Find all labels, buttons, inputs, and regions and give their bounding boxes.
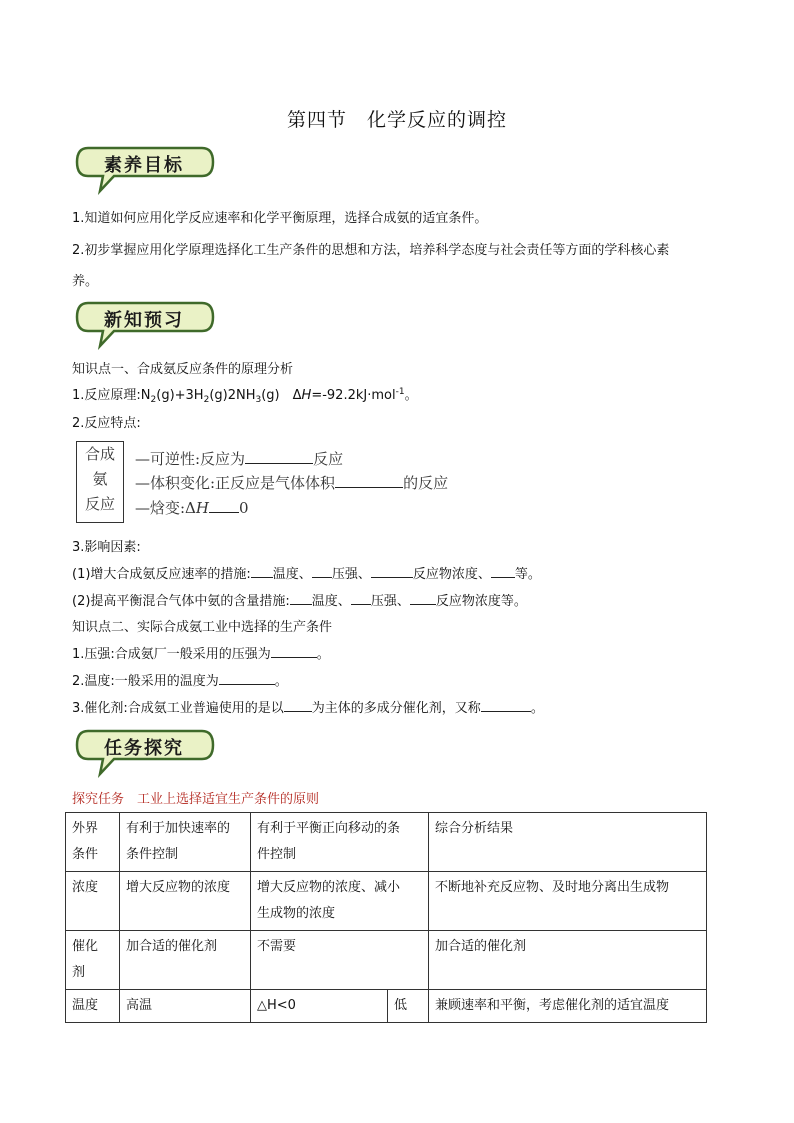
feature-volume-change: —体积变化:正反应是气体体积 的反应 — [135, 474, 449, 492]
condition-pressure: 1.压强:合成氨厂一般采用的压强为 。 — [72, 647, 330, 662]
answer-blank[interactable] — [335, 475, 403, 488]
condition-temperature: 2.温度:一般采用的温度为 。 — [72, 674, 288, 689]
answer-blank[interactable] — [351, 592, 371, 605]
table-header-row — [66, 813, 707, 872]
table-cell: △H<0 — [251, 990, 388, 1023]
table-cell: 高温 — [120, 990, 251, 1023]
table-row — [66, 872, 707, 931]
feature-enthalpy: —焓变:ΔH 0 — [135, 499, 249, 517]
answer-blank[interactable] — [219, 672, 275, 685]
goal-line-3: 养。 — [72, 274, 99, 289]
factors-heading: 3.影响因素: — [72, 540, 141, 555]
table-cell: 催化 剂 — [66, 931, 120, 990]
table-header-cell: 综合分析结果 — [429, 813, 707, 872]
features-heading: 2.反应特点: — [72, 416, 141, 431]
table-cell: 不断地补充反应物、及时地分离出生成物 — [429, 872, 707, 931]
table-cell: 兼顾速率和平衡，考虑催化剂的适宜温度 — [429, 990, 707, 1023]
answer-blank[interactable] — [491, 565, 515, 578]
answer-blank[interactable] — [371, 565, 413, 578]
table-cell: 增大反应物的浓度、减小 生成物的浓度 — [251, 872, 429, 931]
section-badge-explore — [74, 728, 216, 778]
feature-reversibility: —可逆性:反应为 反应 — [135, 450, 344, 468]
condition-catalyst: 3.催化剂:合成氨工业普遍使用的是以 为主体的多成分催化剂，又称 。 — [72, 701, 544, 716]
page-title: 第四节 化学反应的调控 — [286, 109, 507, 131]
answer-blank[interactable] — [284, 699, 312, 712]
goal-line-1: 1.知道如何应用化学反应速率和化学平衡原理，选择合成氨的适宜条件。 — [72, 211, 488, 226]
table-cell: 加合适的催化剂 — [120, 931, 251, 990]
table-cell: 增大反应物的浓度 — [120, 872, 251, 931]
table-cell: 低 — [388, 990, 429, 1023]
section-badge-label: 素养目标 — [104, 155, 184, 176]
section-badge-label: 新知预习 — [104, 310, 184, 331]
conditions-table — [65, 812, 707, 1023]
answer-blank[interactable] — [209, 500, 239, 513]
box-line: 氨 — [92, 470, 108, 488]
task-title: 探究任务 工业上选择适宜生产条件的原则 — [72, 792, 320, 807]
section-badge-label: 任务探究 — [104, 738, 184, 759]
table-cell: 不需要 — [251, 931, 429, 990]
section-badge-goals — [74, 145, 216, 195]
section-badge-preview — [74, 300, 216, 350]
reaction-principle: 1.反应原理$:N_2(g)+3H_2(g)2NH_3(g)$ ΔH=-92.2kJ·mol$^{-1}$。 — [72, 387, 418, 405]
table-cell: 加合适的催化剂 — [429, 931, 707, 990]
table-cell: 浓度 — [66, 872, 120, 931]
answer-blank[interactable] — [245, 451, 313, 464]
factor-rate-measures: (1)增大合成氨反应速率的措施: 温度、 压强、 反应物浓度、 等。 — [72, 567, 541, 582]
answer-blank[interactable] — [251, 565, 273, 578]
table-header-cell: 外界 条件 — [66, 813, 120, 872]
answer-blank[interactable] — [410, 592, 436, 605]
knowledge-1-heading: 知识点一、合成氨反应条件的原理分析 — [72, 362, 294, 377]
reaction-box — [76, 441, 124, 523]
box-line: 合成 — [84, 445, 115, 463]
table-header-cell: 有利于平衡正向移动的条 件控制 — [251, 813, 429, 872]
answer-blank[interactable] — [290, 592, 312, 605]
factor-equilibrium-measures: (2)提高平衡混合气体中氨的含量措施: 温度、 压强、 反应物浓度等。 — [72, 594, 527, 609]
goal-line-2: 2.初步掌握应用化学原理选择化工生产条件的思想和方法，培养科学态度与社会责任等方面的学科核心素 — [72, 243, 670, 258]
table-row — [66, 990, 707, 1023]
table-header-cell: 有利于加快速率的 条件控制 — [120, 813, 251, 872]
answer-blank[interactable] — [312, 565, 332, 578]
knowledge-2-heading: 知识点二、实际合成氨工业中选择的生产条件 — [72, 620, 333, 635]
answer-blank[interactable] — [271, 645, 317, 658]
table-cell: 温度 — [66, 990, 120, 1023]
answer-blank[interactable] — [481, 699, 531, 712]
box-line: 反应 — [84, 495, 115, 513]
table-row — [66, 931, 707, 990]
